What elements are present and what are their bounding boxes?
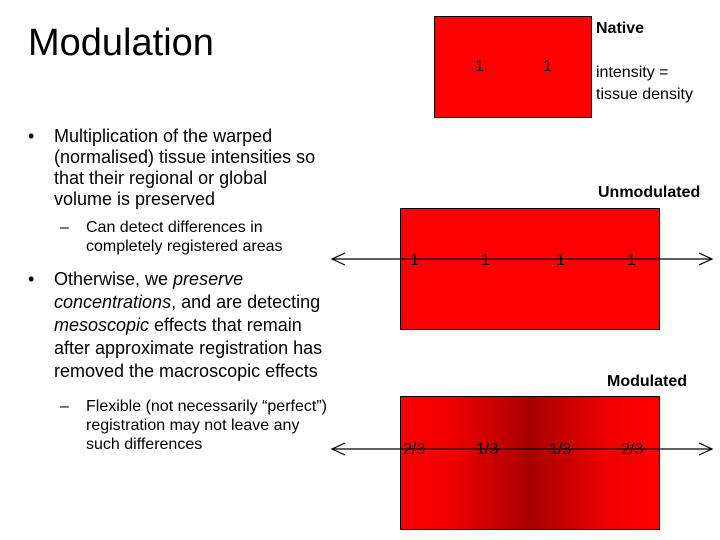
bullet-text-part: effects that remain after approximate registration has removed the macroscopic effects: [54, 315, 323, 381]
bullet-text-part: Otherwise, we: [54, 269, 174, 289]
sub-bullet-dash: –: [60, 398, 69, 415]
native-value: 1: [475, 58, 484, 75]
bullet-text: Multiplication of the warped (normalised) tissue intensities so that their regional or global volume is preserved: [54, 126, 316, 209]
modulated-value: 2/3: [403, 441, 426, 458]
sub-bullet-text: Flexible (not necessarily “perfect”) registration may not leave any such differences: [86, 398, 327, 453]
bullet-text-emphasis: preserve concentrations: [54, 269, 244, 312]
native-label: Native: [596, 20, 645, 37]
bullet-text-emphasis: mesoscopic: [54, 315, 150, 335]
unmodulated-label: Unmodulated: [598, 184, 701, 201]
sub-bullet-text: Can detect differences in completely registered areas: [86, 219, 283, 255]
modulated-arrow: [332, 443, 712, 455]
bullet-dot: •: [28, 269, 35, 289]
native-value: 1: [543, 58, 552, 75]
modulated-label: Modulated: [607, 373, 687, 390]
unmodulated-arrow: [332, 253, 712, 265]
native-note: tissue density: [596, 86, 693, 103]
native-note: intensity =: [596, 64, 669, 81]
unmodulated-value: 1: [556, 252, 565, 269]
unmodulated-value: 1: [481, 252, 490, 269]
modulated-value: 1/3: [549, 441, 572, 458]
sub-bullet-dash: –: [60, 219, 69, 236]
unmodulated-value: 1: [410, 252, 419, 269]
modulated-value: 1/3: [476, 441, 499, 458]
bullet-dot: •: [28, 126, 35, 146]
unmodulated-value: 1: [627, 252, 636, 269]
slide-title: Modulation: [28, 22, 214, 64]
bullet-text-part: , and are detecting: [171, 292, 321, 312]
modulated-value: 2/3: [621, 441, 644, 458]
